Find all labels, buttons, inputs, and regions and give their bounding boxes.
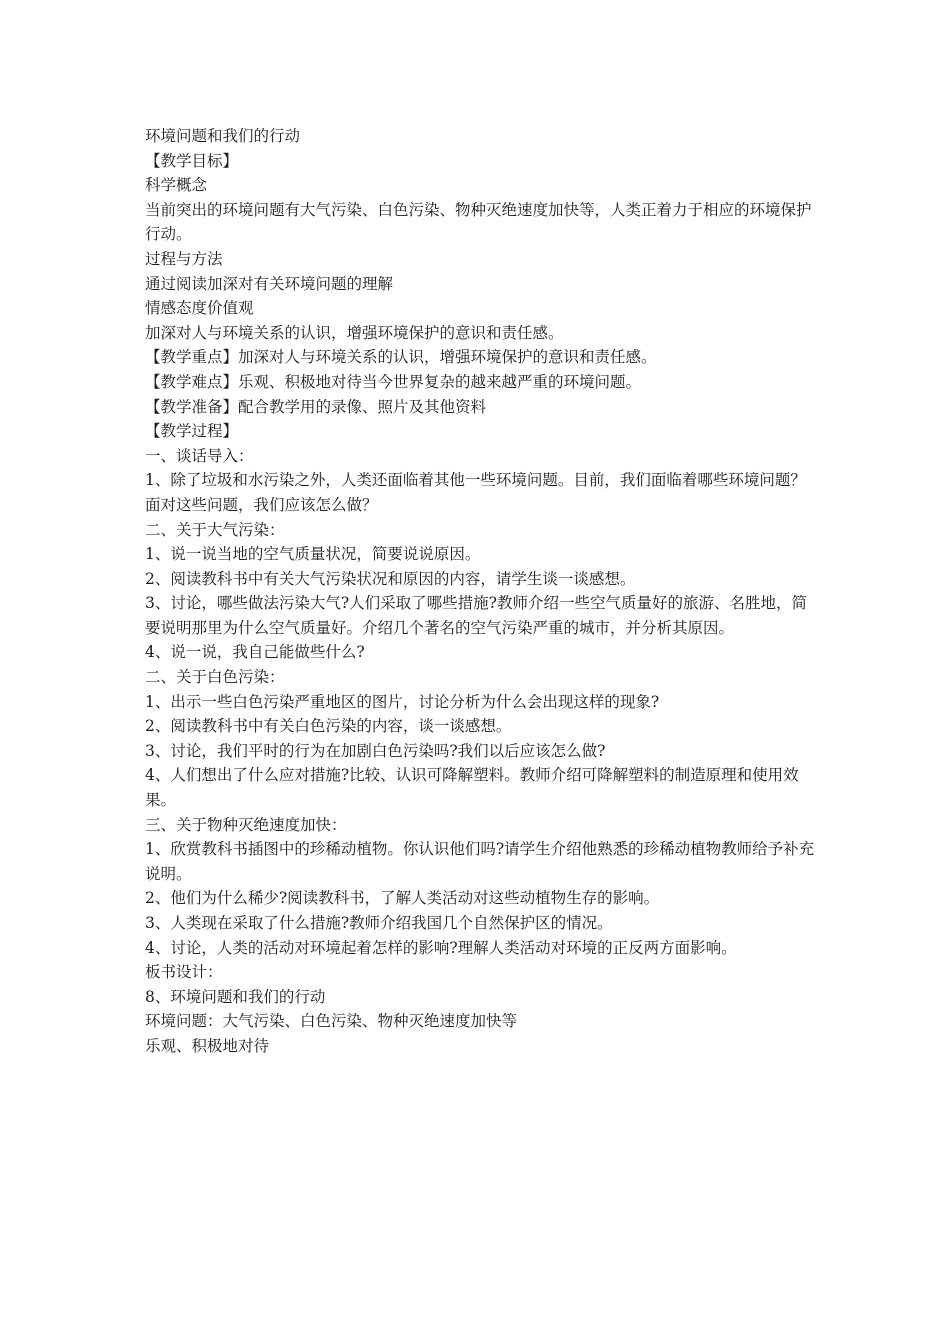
list-item: 2、阅读教科书中有关大气污染状况和原因的内容，请学生谈一谈感想。 [145,569,636,588]
teaching-preparation: 【教学准备】配合教学用的录像、照片及其他资料 [145,397,487,416]
board-design-title: 8、环境问题和我们的行动 [145,987,326,1006]
list-item: 3、人类现在采取了什么措施?教师介绍我国几个自然保护区的情况。 [145,914,613,932]
list-item: 2、阅读教科书中有关白色污染的内容，谈一谈感想。 [145,717,512,736]
section-heading-teaching-goals: 【教学目标】 [145,151,239,170]
teaching-key-point: 【教学重点】加深对人与环境关系的认识，增强环境保护的意识和责任感。 [145,348,657,367]
list-item: 1、除了垃圾和水污染之外，人类还面临着其他一些环境问题。目前，我们面临着哪些环境问题？面对这些问题，我们应该怎么做？ [145,471,806,514]
list-item: 2、他们为什么稀少?阅读教科书，了解人类活动对这些动植物生存的影响。 [145,889,660,908]
step-heading-white-pollution: 二、关于白色污染： [145,668,285,687]
list-item: 1、出示一些白色污染严重地区的图片，讨论分析为什么会出现这样的现象? [145,692,660,711]
step-heading-air-pollution: 二、关于大气污染： [145,520,285,539]
list-item: 4、讨论，人类的活动对环境起着怎样的影响?理解人类活动对环境的正反两方面影响。 [145,938,737,957]
list-item: 3、讨论，哪些做法污染大气?人们采取了哪些措施?教师介绍一些空气质量好的旅游、名胜地，简要说明那里为什么空气质量好。介绍几个著名的空气污染严重的城市，并分析其原因。 [145,594,807,637]
subheading-science-concept: 科学概念 [145,176,208,195]
teaching-difficulty: 【教学难点】乐观、积极地对待当今世界复杂的越来越严重的环境问题。 [145,372,642,391]
list-item: 4、说一说，我自己能做些什么? [145,643,365,662]
step-heading-intro: 一、谈话导入： [145,446,254,465]
paragraph-science-concept: 当前突出的环境问题有大气污染、白色污染、物种灭绝速度加快等，人类正着力于相应的环境保护行动。 [145,200,812,244]
list-item: 3、讨论，我们平时的行为在加剧白色污染吗?我们以后应该怎么做? [145,741,606,760]
section-heading-teaching-process: 【教学过程】 [145,422,239,441]
step-heading-species-extinction: 三、关于物种灭绝速度加快： [145,815,347,834]
list-item: 1、说一说当地的空气质量状况，简要说说原因。 [145,545,481,564]
board-design-heading: 板书设计： [145,963,223,982]
list-item: 4、人们想出了什么应对措施?比较、认识可降解塑料。教师介绍可降解塑料的制造原理和使用效果。 [145,766,799,810]
list-item: 1、欣赏教科书插图中的珍稀动植物。你认识他们吗?请学生介绍他熟悉的珍稀动植物教师给予补充说明。 [145,840,815,883]
subheading-attitude-values: 情感态度价值观 [145,299,254,318]
board-design-attitude: 乐观、积极地对待 [145,1036,270,1055]
board-design-issues: 环境问题：大气污染、白色污染、物种灭绝速度加快等 [145,1012,518,1031]
subheading-process-method: 过程与方法 [145,249,223,268]
paragraph-attitude-values: 加深对人与环境关系的认识，增强环境保护的意识和责任感。 [145,323,564,342]
document-body [145,124,815,1059]
paragraph-process-method: 通过阅读加深对有关环境问题的理解 [145,274,394,293]
document-title: 环境问题和我们的行动 [145,127,301,145]
